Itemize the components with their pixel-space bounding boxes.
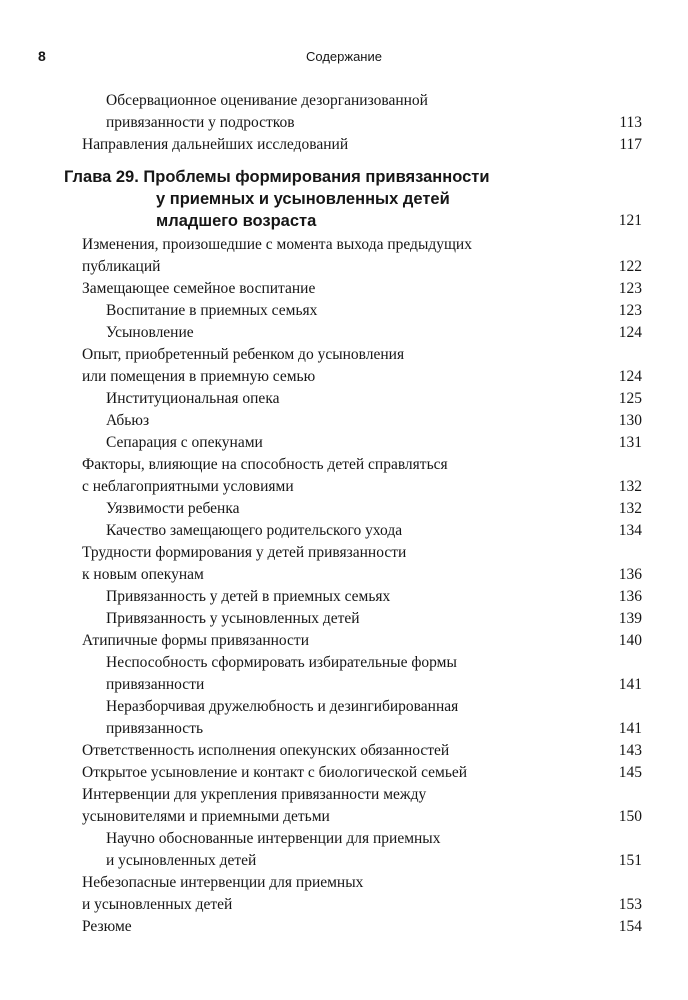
toc-entry-line: Абьюз bbox=[106, 412, 150, 429]
toc-entry-title bbox=[82, 762, 467, 784]
toc-entry-title bbox=[106, 828, 440, 872]
running-title: Содержание bbox=[306, 49, 382, 64]
toc-entry-line: и усыновленных детей bbox=[82, 896, 233, 913]
toc-entry-line: Воспитание в приемных семьях bbox=[106, 302, 318, 319]
toc-entry-title bbox=[106, 90, 428, 134]
toc-entry-line: Трудности формирования у детей привязанности bbox=[82, 544, 407, 561]
toc-page-number: 141 bbox=[618, 720, 642, 737]
toc-page-number: 121 bbox=[618, 212, 642, 229]
toc-page-number: 132 bbox=[618, 500, 642, 517]
toc-entry-line: с неблагоприятными условиями bbox=[82, 478, 294, 495]
toc-entry-line: Интервенции для укрепления привязанности между bbox=[82, 786, 427, 803]
toc-page-number: 136 bbox=[618, 588, 642, 605]
toc-entry-title bbox=[106, 410, 149, 432]
toc-entry-title bbox=[82, 344, 404, 388]
toc-page-number: 143 bbox=[618, 742, 642, 759]
toc-entry-title bbox=[82, 454, 448, 498]
toc-entry-title bbox=[106, 322, 194, 344]
toc-page-number: 139 bbox=[618, 610, 642, 627]
toc-entry-line: Научно обоснованные интервенции для приемных bbox=[106, 830, 441, 847]
toc-entry-line: Резюме bbox=[82, 918, 132, 935]
toc-entry-title bbox=[82, 740, 449, 762]
toc-entry-title bbox=[82, 278, 315, 300]
toc-entry-title bbox=[106, 608, 360, 630]
toc-entry-title bbox=[64, 166, 490, 232]
toc-entry-line: Качество замещающего родительского ухода bbox=[106, 522, 403, 539]
toc-entry-line: Обсервационное оценивание дезорганизованной bbox=[106, 92, 428, 109]
toc-entry-line: Факторы, влияющие на способность детей справляться bbox=[82, 456, 448, 473]
toc-entry-line: привязанности у подростков bbox=[106, 114, 295, 131]
toc-entry-title bbox=[82, 872, 363, 916]
toc-entry-line: усыновителями и приемными детьми bbox=[82, 808, 330, 825]
toc-entry-line: у приемных и усыновленных детей bbox=[156, 190, 450, 208]
toc-entry-line: Неразборчивая дружелюбность и дезингибированная bbox=[106, 698, 459, 715]
toc-entry-title bbox=[82, 542, 406, 586]
toc-page-number: 113 bbox=[619, 114, 642, 131]
toc-page-number: 134 bbox=[618, 522, 642, 539]
toc-entry-line: Опыт, приобретенный ребенком до усыновления bbox=[82, 346, 405, 363]
toc-page-number: 151 bbox=[618, 852, 642, 869]
toc-page-number: 153 bbox=[618, 896, 642, 913]
toc-entry-title bbox=[82, 234, 472, 278]
toc-entry-title bbox=[106, 586, 390, 608]
toc-entry-line: публикаций bbox=[82, 258, 161, 275]
toc-entry-title bbox=[106, 432, 263, 454]
toc-page-number: 130 bbox=[618, 412, 642, 429]
toc-page-number: 117 bbox=[619, 136, 642, 153]
toc-page-number: 154 bbox=[618, 918, 642, 935]
page-number: 8 bbox=[38, 48, 46, 64]
toc-entry-line: Атипичные формы привязанности bbox=[82, 632, 310, 649]
toc-entry-line: Ответственность исполнения опекунских обязанностей bbox=[82, 742, 450, 759]
toc-page-number: 123 bbox=[618, 280, 642, 297]
toc-entry-line: Небезопасные интервенции для приемных bbox=[82, 874, 364, 891]
toc-entry-title bbox=[106, 652, 457, 696]
toc-entry-title bbox=[106, 388, 280, 410]
toc-entry-line: младшего возраста bbox=[156, 212, 317, 230]
toc-entry-line: Усыновление bbox=[106, 324, 194, 341]
toc-entry-line: Сепарация с опекунами bbox=[106, 434, 263, 451]
toc-entry-title bbox=[106, 696, 458, 740]
toc-entry-line: Институциональная опека bbox=[106, 390, 280, 407]
toc-page-number: 122 bbox=[618, 258, 642, 275]
toc-page-number: 145 bbox=[618, 764, 642, 781]
toc-entry-title bbox=[82, 784, 426, 828]
toc-entry-line: Уязвимости ребенка bbox=[106, 500, 240, 517]
toc-page-number: 140 bbox=[618, 632, 642, 649]
toc-entry-line: Направления дальнейших исследований bbox=[82, 136, 349, 153]
toc-entry-title bbox=[82, 916, 132, 938]
toc-entry-line: Привязанность у детей в приемных семьях bbox=[106, 588, 391, 605]
toc-entry-line: к новым опекунам bbox=[82, 566, 204, 583]
toc-entry-line: Изменения, произошедшие с момента выхода предыдущих bbox=[82, 236, 472, 253]
toc-entry-line: и усыновленных детей bbox=[106, 852, 257, 869]
toc-page-number: 136 bbox=[618, 566, 642, 583]
toc-entry-title bbox=[82, 630, 309, 652]
toc-entry-line: Открытое усыновление и контакт с биологической семьей bbox=[82, 764, 468, 781]
toc-entry-line: Глава 29. Проблемы формирования привязанности bbox=[64, 168, 490, 186]
toc-page-number: 132 bbox=[618, 478, 642, 495]
toc-page-number: 141 bbox=[618, 676, 642, 693]
toc-entry-title bbox=[82, 134, 348, 156]
toc-entry-line: привязанности bbox=[106, 676, 205, 693]
toc-entry-line: Привязанность у усыновленных детей bbox=[106, 610, 360, 627]
toc-entry-title bbox=[106, 498, 240, 520]
toc-entry-title bbox=[106, 520, 402, 542]
toc-entry-line: или помещения в приемную семью bbox=[82, 368, 316, 385]
toc-page-number: 124 bbox=[618, 324, 642, 341]
toc-entry-line: привязанность bbox=[106, 720, 204, 737]
toc-entry-title bbox=[106, 300, 317, 322]
toc-page-number: 150 bbox=[618, 808, 642, 825]
toc-page-number: 131 bbox=[618, 434, 642, 451]
toc-page-number: 125 bbox=[618, 390, 642, 407]
toc-entry-line: Замещающее семейное воспитание bbox=[82, 280, 316, 297]
toc-page-number: 123 bbox=[618, 302, 642, 319]
page-header bbox=[0, 48, 688, 68]
toc-page-number: 124 bbox=[618, 368, 642, 385]
toc-entry-line: Неспособность сформировать избирательные формы bbox=[106, 654, 457, 671]
